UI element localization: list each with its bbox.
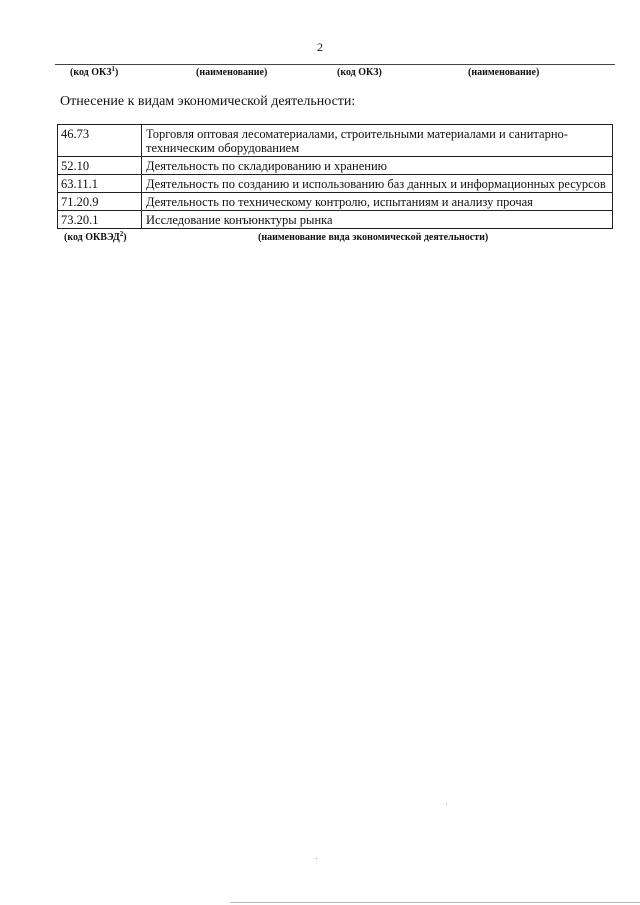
table-row	[58, 157, 613, 175]
activity-name: Деятельность по созданию и использованию баз данных и информационных ресурсов	[142, 175, 613, 193]
activity-name: Деятельность по складированию и хранению	[142, 157, 613, 175]
okved-code-caption-text: (код ОКВЭД	[64, 232, 120, 243]
okz-code-caption-1-text: (код ОКЗ	[70, 67, 112, 78]
okved-name-caption: (наименование вида экономической деятельности)	[258, 232, 489, 243]
okved-code-caption-close: )	[123, 232, 127, 243]
activity-name: Торговля оптовая лесоматериалами, строительными материалами и санитарно-техническим оборудованием	[142, 125, 613, 157]
table-row	[58, 193, 613, 211]
activity-code: 63.11.1	[58, 175, 142, 193]
scan-speck	[446, 804, 447, 805]
activity-code: 71.20.9	[58, 193, 142, 211]
okz-code-caption-1	[70, 67, 118, 78]
activity-code: 73.20.1	[58, 211, 142, 229]
activity-code: 52.10	[58, 157, 142, 175]
activity-name: Деятельность по техническому контролю, испытаниям и анализу прочая	[142, 193, 613, 211]
table-row	[58, 175, 613, 193]
table-row	[58, 211, 613, 229]
okz-name-caption-1: (наименование)	[196, 67, 268, 78]
okz-name-caption-2: (наименование)	[468, 67, 540, 78]
okz-code-caption-2: (код ОКЗ)	[337, 67, 382, 78]
scan-bottom-line	[230, 902, 640, 903]
top-rule	[55, 64, 615, 65]
activity-name: Исследование конъюнктуры рынка	[142, 211, 613, 229]
section-heading: Отнесение к видам экономической деятельности:	[60, 94, 356, 109]
okved-code-caption	[64, 232, 127, 243]
activity-code: 46.73	[58, 125, 142, 157]
activity-table	[57, 124, 613, 229]
okz-code-caption-1-footnote: 1	[111, 65, 116, 73]
okz-code-caption-1-close: )	[115, 67, 119, 78]
page-number: 2	[317, 40, 323, 54]
scan-speck	[316, 858, 317, 859]
okved-code-caption-footnote: 2	[119, 230, 124, 238]
table-row	[58, 125, 613, 157]
